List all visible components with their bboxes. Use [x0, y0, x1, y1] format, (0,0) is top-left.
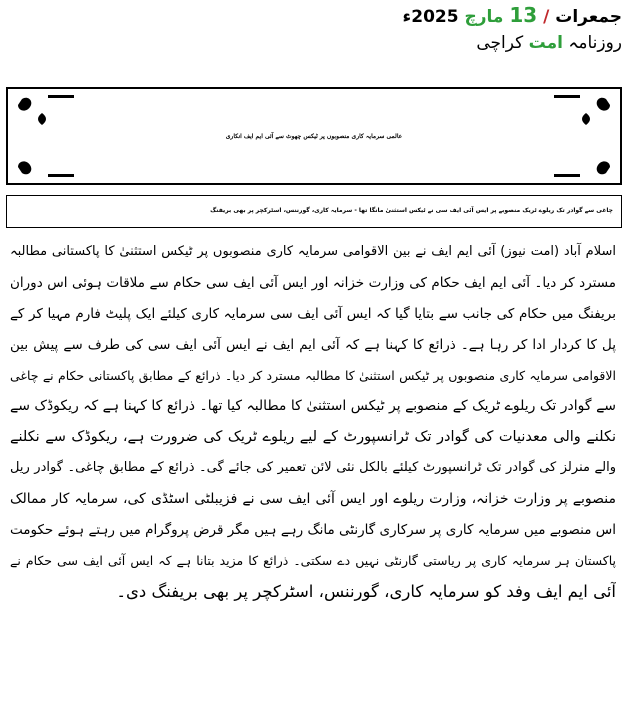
year: 2025ء [402, 7, 459, 27]
article-line: اسلام آباد (امت نیوز) آئی ایم ایف نے بین الاقوامی سرمایہ کاری منصوبوں پر ٹیکس استثنیٰ کا پاکستانی مطالبہ [10, 244, 616, 259]
headline: عالمی سرمایہ کاری منصوبوں پر ٹیکس چھوٹ سے آئی ایم ایف انکاری [225, 133, 403, 140]
article-line: بریفنگ میں حکام کی جانب سے بتایا گیا کہ ایس آئی ایف سی سرمایہ کاری کیلئے ایک پلیٹ فارم مہیا کر کے [10, 305, 616, 322]
headline-box [6, 87, 622, 185]
article-line: الاقوامی سرمایہ کاری منصوبوں پر ٹیکس استثنیٰ کا مطالبہ مسترد کر دیا۔ ذرائع کے مطابق پاکستانی حکام نے چاغی [10, 367, 616, 383]
article-body [10, 237, 616, 703]
date-row [402, 3, 622, 28]
newspaper-name [422, 30, 622, 56]
weekday: جمعرات [555, 7, 622, 27]
article-line: سے گوادر تک ریلوے ٹریک کے منصوبے پر ٹیکس استثنیٰ کا مطالبہ کیا تھا۔ ذرائع کا کہنا ہے کہ ریکوڈک سے [10, 398, 616, 415]
article-line: پل کا کردار ادا کر رہا ہے۔ ذرائع کا کہنا ہے کہ آئی ایم ایف نے ایس آئی ایف سی کی طرف سے پیش بین [10, 336, 616, 353]
flourish-icon [554, 174, 580, 177]
day: 13 [509, 3, 538, 27]
article-line: اس منصوبے میں سرمایہ کاری پر سرکاری گارنٹی مانگ رہے ہیں مگر قرض پروگرام میں رہتے ہوئے حکومت [10, 522, 616, 539]
article-line: پاکستان ہر سرمایہ کاری پر ریاستی گارنٹی نہیں دے سکتی۔ ذرائع کا مزید بتانا ہے کہ ایس آئی ایف سی حکام نے [10, 552, 616, 568]
paper-prefix: روزنامہ [568, 33, 622, 53]
flourish-icon [554, 95, 580, 98]
article-line: نکلنے والی معدنیات کی گوادر تک ٹرانسپورٹ کے لیے ریلوے ٹریک کی ضرورت ہے، ریکوڈک سے نکلنے [10, 429, 616, 446]
article-line: مسترد کر دیا۔ آئی ایم ایف حکام کی وزارت خزانہ اور ایس آئی ایف سی حکام سے ملاقات ہوئی اس دوران [10, 274, 616, 291]
month: مارچ [464, 7, 504, 27]
flourish-icon [48, 95, 74, 98]
article-line: آئی ایم ایف وفد کو سرمایہ کاری، گورننس، اسٹرکچر پر بھی بریفنگ دی۔ [116, 581, 616, 601]
flourish-icon [48, 174, 74, 177]
paper-city: کراچی [476, 33, 524, 53]
article-line: والے منرلز کی گوادر تک ٹرانسپورٹ کیلئے بالکل نئی لائن تعمیر کی جائے گی۔ ذرائع کے مطابق چاغی۔ گوادر ریل [10, 460, 616, 476]
paper-brand: امت [528, 33, 563, 53]
article-line: منصوبے پر وزارت خزانہ، وزارت ریلوے اور ایس آئی ایف سی نے فزیبلٹی اسٹڈی کی، سرمایہ کار ممالک [10, 491, 616, 508]
date-separator: / [543, 7, 550, 27]
dateline [402, 3, 622, 56]
subhead: چاغی سے گوادر تک ریلوے ٹریک منصوبے پر ایس آئی ایف سی نے ٹیکس استثنیٰ مانگا تھا - سرمایہ کاری، گورننس، اسٹرکچر پر بھی بریفنگ [6, 195, 622, 228]
